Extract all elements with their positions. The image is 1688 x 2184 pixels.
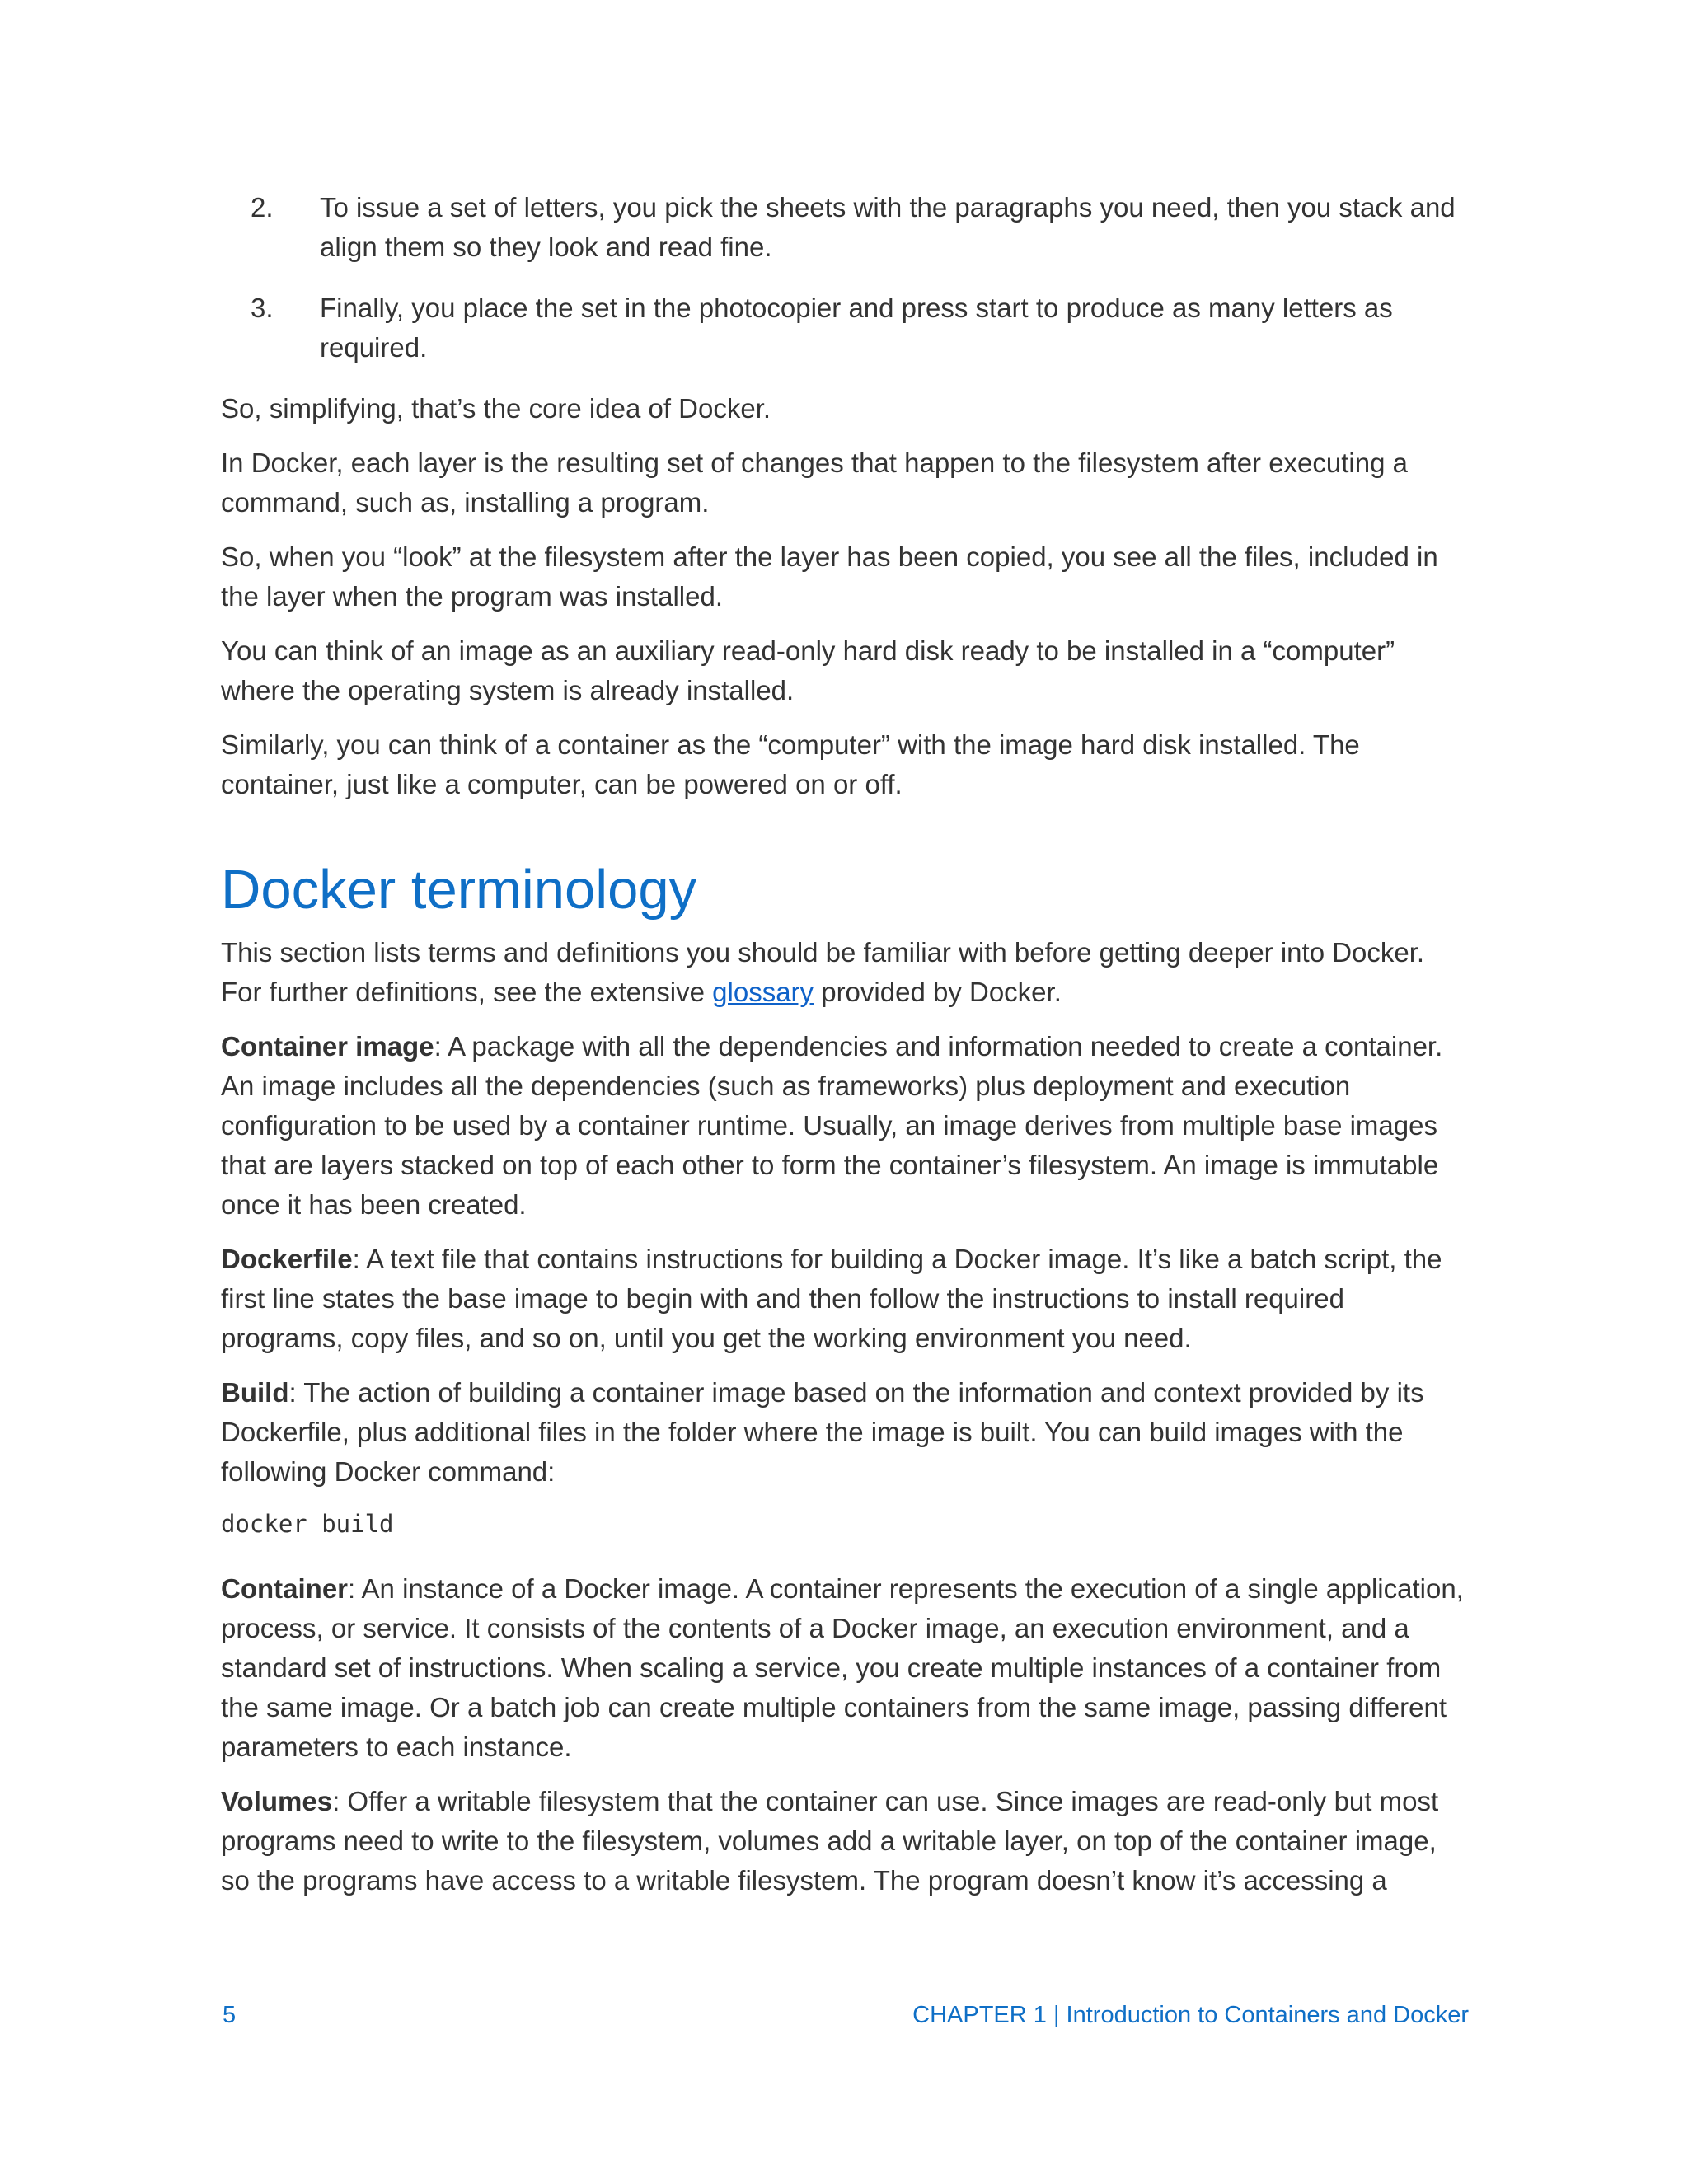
term-definition [221,1782,1467,1900]
glossary-link[interactable]: glossary [712,977,814,1007]
chapter-footer: CHAPTER 1 | Introduction to Containers and Docker [912,2002,1469,2028]
intro-paragraph [221,933,1467,1012]
term-description: : A text file that contains instructions for building a Docker image. It’s like a batch script, the first line states the base image to begin with and then follow the instructions to install required programs, copy files, and so on, until you get the working environment you need. [221,1244,1442,1353]
page-number: 5 [223,2002,237,2028]
body-paragraph: In Docker, each layer is the resulting set of changes that happen to the filesystem after executing a command, such as, installing a program. [221,448,1408,518]
term-label: Container [221,1573,349,1604]
body-paragraph: So, when you “look” at the filesystem after the layer has been copied, you see all the files, included in the layer when the program was installed. [221,541,1438,612]
list-item [221,288,1467,368]
term-description: : An instance of a Docker image. A container represents the execution of a single application, process, or service. It consists of the contents of a Docker image, an execution environment, and a standard set of instructions. When scaling a service, you create multiple instances of a container from the same image. Or a batch job can create multiple containers from the same image, passing different parameters to each instance. [221,1573,1464,1762]
body-paragraph: You can think of an image as an auxiliary read-only hard disk ready to be installed in a “computer” where the operating system is already installed. [221,635,1395,705]
intro-text-end: provided by Docker. [814,977,1062,1007]
list-item-text: To issue a set of letters, you pick the sheets with the paragraphs you need, then you stack and align them so they look and read fine. [320,192,1456,262]
term-label: Build [221,1377,289,1408]
list-item-text: Finally, you place the set in the photocopier and press start to produce as many letters as required. [320,293,1393,363]
section-heading: Docker terminology [221,859,697,921]
body-paragraph: So, simplifying, that’s the core idea of Docker. [221,393,771,424]
term-definition [221,1027,1467,1225]
list-number: 3. [251,293,274,323]
list-item [221,188,1467,267]
term-description: : Offer a writable filesystem that the container can use. Since images are read-only but most programs need to write to the filesystem, volumes add a writable layer, on top of the container image, so the programs have access to a writable filesystem. The program doesn’t know it’s accessing a [221,1786,1439,1896]
document-page [221,188,1467,1915]
intro-text: This section lists terms and definitions you should be familiar with before getting deeper into Docker. For further definitions, see the extensive [221,937,1425,1007]
code-command: docker build [221,1510,394,1538]
term-label: Container image [221,1031,434,1062]
term-description: : The action of building a container image based on the information and context provided by its Dockerfile, plus additional files in the folder where the image is built. You can build images with the following Docker command: [221,1377,1424,1487]
term-description: : A package with all the dependencies and information needed to create a container. An image includes all the dependencies (such as frameworks) plus deployment and execution configuration to be used by a container runtime. Usually, an image derives from multiple base images that are layers stacked on top of each other to form the container’s filesystem. An image is immutable once it has been created. [221,1031,1443,1220]
term-definition [221,1373,1467,1492]
list-number: 2. [251,192,274,223]
term-definition [221,1569,1467,1767]
term-label: Dockerfile [221,1244,353,1274]
body-paragraph: Similarly, you can think of a container as the “computer” with the image hard disk installed. The container, just like a computer, can be powered on or off. [221,729,1360,799]
term-label: Volumes [221,1786,333,1816]
term-definition [221,1240,1467,1358]
